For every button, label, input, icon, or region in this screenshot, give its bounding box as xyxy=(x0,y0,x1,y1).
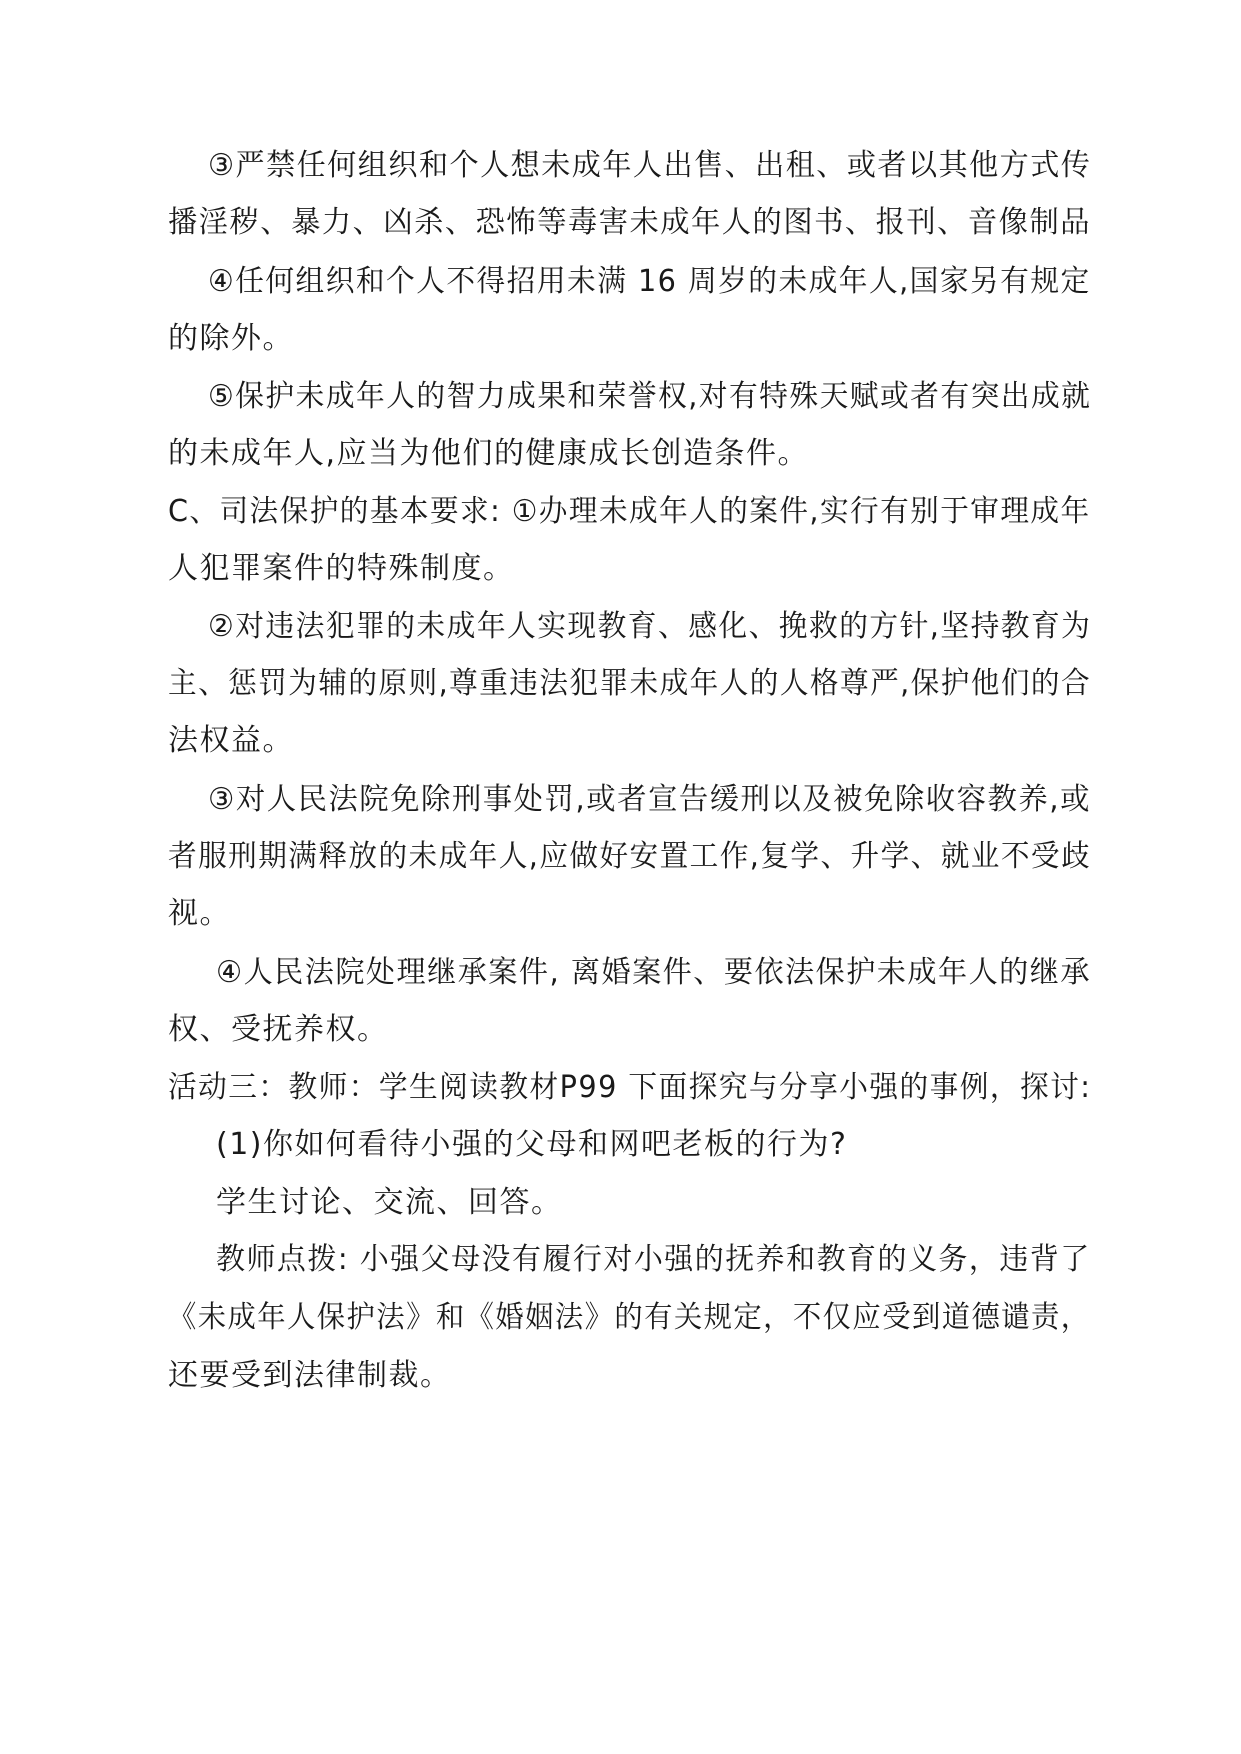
text-line: 权、受抚养权。 xyxy=(168,1012,389,1047)
text-line: ③严禁任何组织和个人想未成年人出售、出租、或者以其他方式传 xyxy=(208,148,1092,183)
text-line: 《未成年人保护法》和《婚姻法》的有关规定，不仅应受到道德谴责， xyxy=(168,1300,1091,1335)
text-line: 活动三：教师：学生阅读教材P99 下面探究与分享小强的事例，探讨: xyxy=(168,1070,1092,1105)
text-line: ④人民法院处理继承案件, 离婚案件、要依法保护未成年人的继承 xyxy=(216,955,1091,990)
text-line: 视。 xyxy=(168,896,231,931)
text-line: 主、惩罚为辅的原则,尊重违法犯罪未成年人的人格尊严,保护他们的合 xyxy=(168,666,1092,701)
text-line: ③对人民法院免除刑事处罚,或者宣告缓刑以及被免除收容教养,或 xyxy=(208,782,1091,817)
text-line: 教师点拨: 小强父母没有履行对小强的抚养和教育的义务，违背了 xyxy=(216,1242,1091,1277)
text-line: ⑤保护未成年人的智力成果和荣誉权,对有特殊天赋或者有突出成就 xyxy=(208,379,1092,414)
text-line: 者服刑期满释放的未成年人,应做好安置工作,复学、升学、就业不受歧 xyxy=(168,839,1092,874)
text-line: 学生讨论、交流、回答。 xyxy=(216,1185,563,1220)
text-line: 法权益。 xyxy=(168,723,294,758)
text-line: 的未成年人,应当为他们的健康成长创造条件。 xyxy=(168,436,810,471)
text-line: ④任何组织和个人不得招用未满 16 周岁的未成年人,国家另有规定 xyxy=(208,264,1091,299)
text-line: 播淫秽、暴力、凶杀、恐怖等毒害未成年人的图书、报刊、音像制品 xyxy=(168,205,1091,240)
text-line: C、司法保护的基本要求: ①办理未成年人的案件,实行有别于审理成年 xyxy=(168,494,1091,529)
text-line: ②对违法犯罪的未成年人实现教育、感化、挽救的方针,坚持教育为 xyxy=(208,609,1092,644)
text-line: 人犯罪案件的特殊制度。 xyxy=(168,551,515,586)
text-line: (1)你如何看待小强的父母和网吧老板的行为? xyxy=(216,1127,848,1162)
text-line: 的除外。 xyxy=(168,321,294,356)
text-line: 还要受到法律制裁。 xyxy=(168,1358,452,1393)
